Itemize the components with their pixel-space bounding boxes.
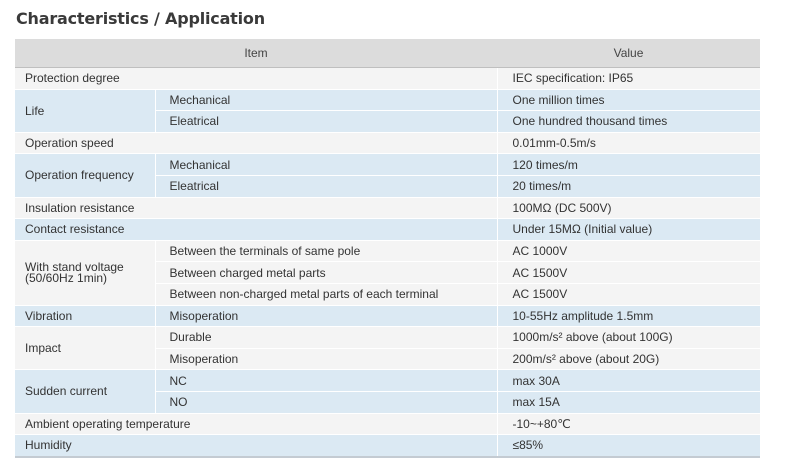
- row-sublabel: Between the terminals of same pole: [155, 240, 497, 262]
- row-sublabel: Between non-charged metal parts of each terminal: [155, 283, 497, 305]
- row-sublabel: Misoperation: [155, 348, 497, 370]
- table-row: [15, 413, 760, 435]
- table-row: [15, 89, 760, 111]
- table-row: [15, 240, 760, 262]
- header-value: Value: [497, 39, 760, 68]
- row-label: Sudden current: [15, 370, 155, 413]
- row-value: 0.01mm-0.5m/s: [497, 132, 760, 154]
- row-label: Operation speed: [15, 132, 497, 154]
- table-row: [15, 305, 760, 327]
- row-value: 100MΩ (DC 500V): [497, 197, 760, 219]
- row-sublabel: Eleatrical: [155, 111, 497, 133]
- row-sublabel: NC: [155, 370, 497, 392]
- row-label: Vibration: [15, 305, 155, 327]
- table-row: [15, 154, 760, 176]
- table-row: [15, 132, 760, 154]
- table-row: [15, 219, 760, 241]
- table-row: [15, 327, 760, 349]
- row-label-line1: With stand voltage: [25, 259, 124, 274]
- row-label: Operation frequency: [15, 154, 155, 197]
- row-label: Contact resistance: [15, 219, 497, 241]
- row-value: Under 15MΩ (Initial value): [497, 219, 760, 241]
- row-label: Humidity: [15, 435, 497, 457]
- row-value: AC 1500V: [497, 283, 760, 305]
- row-value: 1000m/s² above (about 100G): [497, 327, 760, 349]
- row-value: One hundred thousand times: [497, 111, 760, 133]
- row-label: Life: [15, 89, 155, 132]
- table-row: [15, 68, 760, 90]
- row-value: max 30A: [497, 370, 760, 392]
- header-item: Item: [15, 39, 497, 68]
- row-label: Insulation resistance: [15, 197, 497, 219]
- row-sublabel: Misoperation: [155, 305, 497, 327]
- row-value: 20 times/m: [497, 175, 760, 197]
- row-sublabel: Mechanical: [155, 154, 497, 176]
- characteristics-table: [15, 39, 760, 458]
- row-label: Protection degree: [15, 68, 497, 90]
- table-row: [15, 197, 760, 219]
- row-value: -10~+80℃: [497, 413, 760, 435]
- row-value: 120 times/m: [497, 154, 760, 176]
- row-value: One million times: [497, 89, 760, 111]
- row-label: [15, 240, 155, 305]
- row-value: AC 1000V: [497, 240, 760, 262]
- row-value: IEC specification: IP65: [497, 68, 760, 90]
- row-sublabel: Durable: [155, 327, 497, 349]
- table-row: [15, 370, 760, 392]
- row-value: 10-55Hz amplitude 1.5mm: [497, 305, 760, 327]
- row-sublabel: NO: [155, 391, 497, 413]
- row-sublabel: Mechanical: [155, 89, 497, 111]
- row-value: 200m/s² above (about 20G): [497, 348, 760, 370]
- row-value: AC 1500V: [497, 262, 760, 284]
- row-label-line2: (50/60Hz 1min): [25, 270, 108, 285]
- row-value: ≤85%: [497, 435, 760, 457]
- table-row: [15, 435, 760, 457]
- row-sublabel: Eleatrical: [155, 175, 497, 197]
- row-value: max 15A: [497, 391, 760, 413]
- row-label: Impact: [15, 327, 155, 370]
- table-header-row: [15, 39, 760, 68]
- row-label: Ambient operating temperature: [15, 413, 497, 435]
- page-title: Characteristics / Application: [16, 9, 265, 28]
- row-sublabel: Between charged metal parts: [155, 262, 497, 284]
